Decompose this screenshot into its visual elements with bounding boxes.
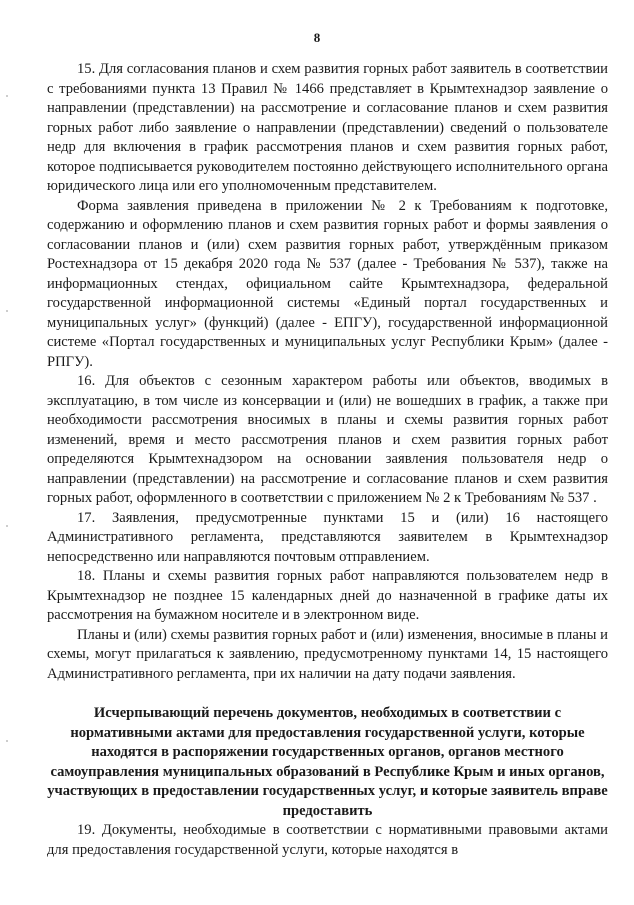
- paragraph-19: 19. Документы, необходимые в соответствии с нормативными правовыми актами для предоставления государственной услуги, которые находятся в: [47, 822, 608, 858]
- paragraph-18: 18. Планы и схемы развития горных работ направляются пользователем недр в Крымтехнадзор не позднее 15 календарных дней до назначенной в графике даты их рассмотрения на бумажном носителе и в электронном виде.: [47, 568, 608, 623]
- section-heading: Исчерпывающий перечень документов, необходимых в соответствии с нормативными актами для предоставления государственной услуги, которые находятся в распоряжении государственных органов, органов местного самоуправления муниципальных образований в Республике Крым и иных органов, участвующих в предоставлении государственных услуг, и которые заявитель вправе предоставить: [47, 705, 608, 819]
- paragraph-17: 17. Заявления, предусмотренные пунктами 15 и (или) 16 настоящего Административного регламента, представляются заявителем в Крымтехнадзор непосредственно или направляются почтовым отправлением.: [47, 509, 608, 565]
- paragraph-16: 16. Для объектов с сезонным характером работы или объектов, вводимых в эксплуатацию, в том числе из консервации и (или) не вошедших в график, а также при необходимости рассмотрения вносимых в планы и схемы развития горных работ изменений, время и место рассмотрения планов и схем развития горных работ определяются Крымтехнадзором на основании заявления пользователя недр о направлении (представлении) на рассмотрение и согласование планов и схем развития горных работ, оформленного в соответствии с приложением № 2 к Требованиям № 537 .: [47, 373, 608, 506]
- paragraph-15: 15. Для согласования планов и схем развития горных работ заявитель в соответствии с требованиями пункта 13 Правил № 1466 представляет в Крымтехнадзор заявление о направлении (представлении) на рассмотрение и согласование планов и схем развития горных работ либо заявление о направлении (представлении) сведений о пользователе недр для включения в график рассмотрения планов и схем развития горных работ, которое подписывается руководителем постоянно действующего исполнительного органа юридического лица или его уполномоченным представителем.: [47, 61, 608, 194]
- binder-edge-marks: [6, 0, 10, 905]
- page-number: 8: [313, 30, 321, 45]
- paragraph-plans-attachment: Планы и (или) схемы развития горных работ и (или) изменения, вносимые в планы и схемы, могут прилагаться к заявлению, предусмотренному пунктами 14, 15 настоящего Административного регламента, при их наличии на дату подачи заявления.: [47, 626, 608, 682]
- document-body: [47, 60, 608, 860]
- paragraph-form-of-application: Форма заявления приведена в приложении № 2 к Требованиям к подготовке, содержанию и оформлению планов и схем развития горных работ и формы заявления о согласовании планов и (или) схем развития горных работ, утверждённым приказом Ростехнадзора от 15 декабря 2020 года № 537 (далее - Требования № 537), также на информационных стендах, официальном сайте Крымтехнадзора, федеральной государственной информационной системы «Единый портал государственных и муниципальных услуг» (функций) (далее - ЕПГУ), государственной информационной системе «Портал государственных и муниципальных услуг Республики Крым» (далее - РПГУ).: [47, 197, 608, 370]
